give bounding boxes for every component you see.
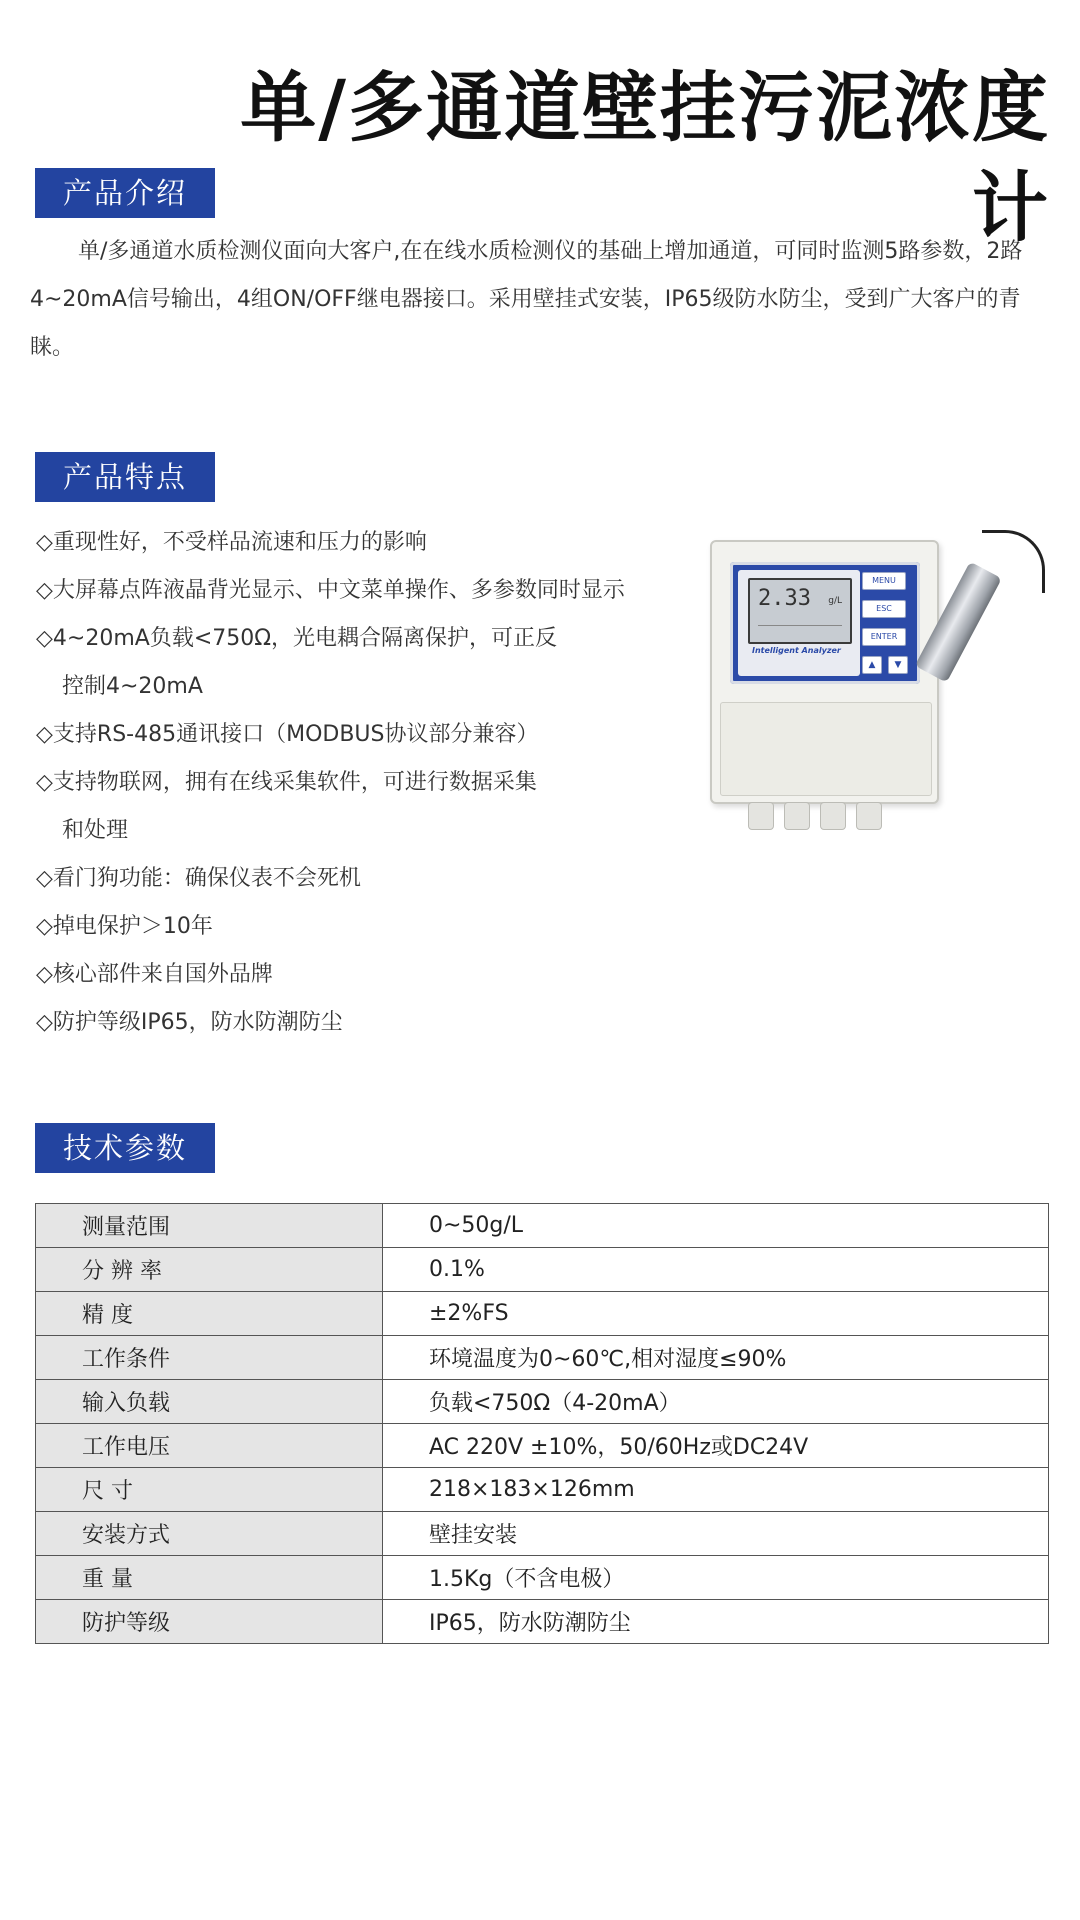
feature-continuation: 控制4~20mA — [62, 674, 203, 699]
table-row — [36, 1204, 1049, 1248]
feature-item — [36, 759, 676, 855]
section-label-specs: 技术参数 — [35, 1123, 215, 1173]
lcd-reading: 2.33 — [758, 586, 811, 611]
intro-paragraph: 单/多通道水质检测仪面向大客户,在在线水质检测仪的基础上增加通道，可同时监测5路参数，2路4~20mA信号输出，4组ON/OFF继电器接口。采用壁挂式安装，IP65级防水防尘，受到广大客户的青睐。 — [30, 239, 1023, 360]
spec-label: 工作条件 — [36, 1336, 383, 1380]
feature-item — [36, 615, 676, 711]
spec-value: 0.1% — [383, 1248, 1049, 1292]
feature-text: ◇看门狗功能：确保仪表不会死机 — [36, 866, 361, 891]
spec-label: 防护等级 — [36, 1600, 383, 1644]
spec-value: 壁挂安装 — [383, 1512, 1049, 1556]
table-row — [36, 1248, 1049, 1292]
feature-text: ◇掉电保护＞10年 — [36, 914, 213, 939]
feature-item — [36, 567, 676, 615]
front-panel — [730, 562, 920, 684]
feature-text: ◇支持物联网，拥有在线采集软件，可进行数据采集 — [36, 770, 537, 795]
feature-text: ◇4~20mA负载<750Ω，光电耦合隔离保护，可正反 — [36, 626, 558, 651]
spec-table — [35, 1203, 1049, 1644]
table-row — [36, 1424, 1049, 1468]
spec-value: 负载<750Ω（4-20mA） — [383, 1380, 1049, 1424]
spec-label: 重 量 — [36, 1556, 383, 1600]
spec-value: 0~50g/L — [383, 1204, 1049, 1248]
section-label-features: 产品特点 — [35, 452, 215, 502]
menu-key: MENU — [862, 572, 906, 590]
brand-text: Intelligent Analyzer — [752, 646, 841, 655]
lcd-unit: g/L — [828, 596, 842, 606]
spec-value: 218×183×126mm — [383, 1468, 1049, 1512]
feature-item — [36, 519, 676, 567]
analyzer-enclosure — [710, 540, 939, 804]
feature-text: ◇大屏幕点阵液晶背光显示、中文菜单操作、多参数同时显示 — [36, 578, 625, 603]
up-arrow-icon: ▲ — [862, 656, 882, 674]
feature-list — [36, 519, 676, 1047]
feature-text: ◇核心部件来自国外品牌 — [36, 962, 273, 987]
spec-label: 安装方式 — [36, 1512, 383, 1556]
table-row — [36, 1468, 1049, 1512]
spec-value: AC 220V ±10%，50/60Hz或DC24V — [383, 1424, 1049, 1468]
spec-label: 精 度 — [36, 1292, 383, 1336]
spec-value: 1.5Kg（不含电极） — [383, 1556, 1049, 1600]
feature-continuation: 和处理 — [62, 818, 129, 843]
section-label-intro: 产品介绍 — [35, 168, 215, 218]
spec-label: 尺 寸 — [36, 1468, 383, 1512]
enter-key: ENTER — [862, 628, 906, 646]
spec-label: 分 辨 率 — [36, 1248, 383, 1292]
display-area — [738, 570, 860, 676]
feature-item — [36, 951, 676, 999]
spec-value: ±2%FS — [383, 1292, 1049, 1336]
cable-gland — [856, 802, 882, 830]
spec-label: 工作电压 — [36, 1424, 383, 1468]
cable-gland — [784, 802, 810, 830]
spec-value: IP65，防水防潮防尘 — [383, 1600, 1049, 1644]
keypad — [862, 572, 910, 674]
feature-item — [36, 999, 676, 1047]
page-title: 单/多通道壁挂污泥浓度计 — [240, 63, 1050, 252]
lcd-screen — [748, 578, 852, 644]
table-row — [36, 1600, 1049, 1644]
feature-text: ◇重现性好，不受样品流速和压力的影响 — [36, 530, 427, 555]
terminal-cover — [720, 702, 932, 796]
esc-key: ESC — [862, 600, 906, 618]
feature-item — [36, 903, 676, 951]
feature-item — [36, 711, 676, 759]
table-row — [36, 1336, 1049, 1380]
table-row — [36, 1556, 1049, 1600]
arrow-keys — [862, 656, 910, 674]
feature-text: ◇防护等级IP65，防水防潮防尘 — [36, 1010, 343, 1035]
cable-gland — [748, 802, 774, 830]
table-row — [36, 1512, 1049, 1556]
spec-label: 测量范围 — [36, 1204, 383, 1248]
table-row — [36, 1380, 1049, 1424]
lcd-subline — [758, 625, 842, 636]
spec-label: 输入负载 — [36, 1380, 383, 1424]
feature-item — [36, 855, 676, 903]
spec-value: 环境温度为0~60℃,相对湿度≤90% — [383, 1336, 1049, 1380]
down-arrow-icon: ▼ — [888, 656, 908, 674]
product-image — [700, 530, 1060, 860]
feature-text: ◇支持RS-485通讯接口（MODBUS协议部分兼容） — [36, 722, 539, 747]
table-row — [36, 1292, 1049, 1336]
cable-gland — [820, 802, 846, 830]
